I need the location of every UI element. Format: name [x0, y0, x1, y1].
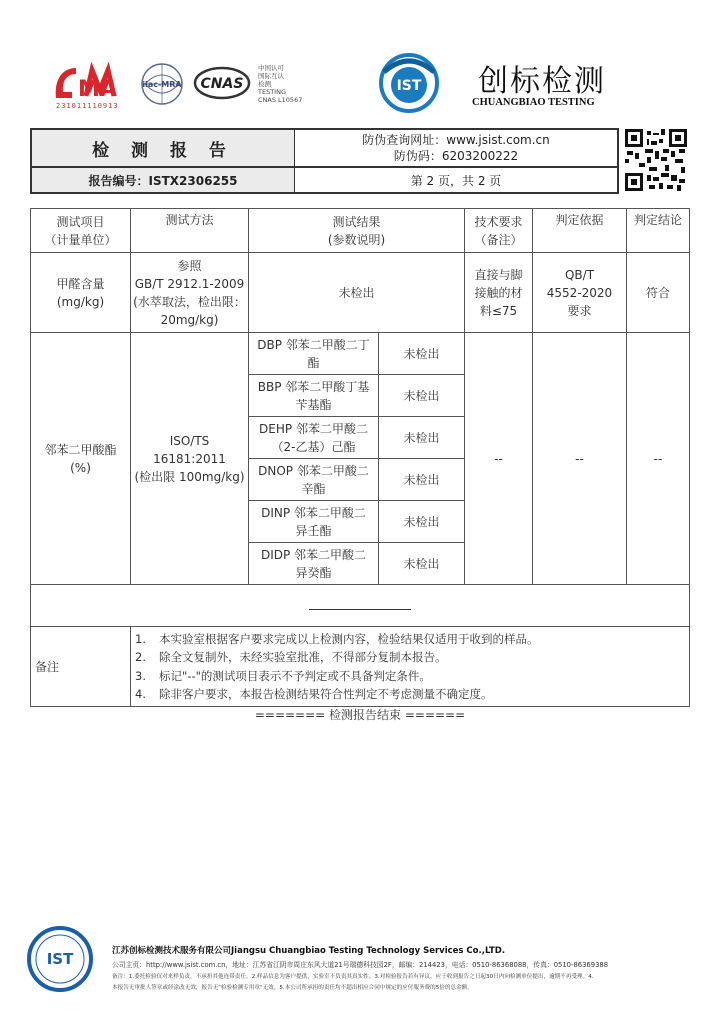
brand-name-cn: 创标检测: [478, 64, 606, 99]
remark-item: 4. 除非客户要求，本报告检测结果符合性判定不考虑测量不确定度。: [135, 687, 493, 701]
phthalate-requirement: --: [465, 333, 533, 585]
formaldehyde-requirement: 直接与脚 接触的材 料≤75: [465, 253, 533, 333]
phthalate-sub-result: 未检出: [379, 375, 465, 417]
phthalate-sub-result: 未检出: [379, 459, 465, 501]
header-conclusion: 判定结论: [627, 209, 690, 253]
cma-text: MA: [78, 77, 117, 102]
report-header: [30, 128, 619, 194]
phthalate-method: ISO/TS 16181:2011 (检出限 100mg/kg): [131, 333, 249, 585]
table-header-row: [31, 209, 690, 253]
phthalate-sub-item: BBP 邻苯二甲酸丁基 苄基酯: [249, 375, 379, 417]
formaldehyde-item: 甲醛含量 (mg/kg): [31, 253, 131, 333]
phthalate-sub-result: 未检出: [379, 417, 465, 459]
remark-item: 3. 标记"--"的测试项目表示不予判定或不具备判定条件。: [135, 668, 431, 683]
separator-line: [309, 609, 411, 610]
ilac-text: ilac-MRA: [142, 80, 182, 89]
qr-code[interactable]: [625, 129, 687, 191]
ist-logo-text: IST: [396, 78, 422, 94]
ilac-mra-logo: [137, 62, 187, 106]
anti-fake-info: [295, 130, 617, 168]
anti-fake-code: 防伪码：6203200222: [393, 149, 519, 163]
cma-logo: [52, 62, 130, 102]
footer-ist-text: IST: [46, 950, 74, 968]
phthalate-sub-item: DNOP 邻苯二甲酸二 辛酯: [249, 459, 379, 501]
phthalate-basis: --: [533, 333, 627, 585]
header-basis: 判定依据: [533, 209, 627, 253]
formaldehyde-basis: QB/T 4552-2020 要求: [533, 253, 627, 333]
footer-note-line2: 本报告无审批人签章或经涂改无效，报告无"检验检测专用章"无效。5.本公司所承担的责任均不超出相应合同中规定的应付服务费的5倍的总金额。: [112, 985, 473, 991]
ist-logo: [378, 52, 440, 114]
table-row: [31, 253, 690, 333]
anti-fake-url: 防伪查询网址：www.jsist.com.cn: [362, 133, 550, 147]
table-row: [31, 333, 690, 375]
report-number: 报告编号：ISTX2306255: [32, 168, 295, 192]
phthalate-sub-item: DINP 邻苯二甲酸二 异壬酯: [249, 501, 379, 543]
cma-number: 231011110913: [56, 102, 119, 110]
report-title: 检 测 报 告: [32, 130, 295, 168]
footer-ist-logo: [26, 925, 94, 993]
phthalate-conclusion: --: [627, 333, 690, 585]
blank-separator-cell: [31, 585, 690, 627]
header-item: 测试项目 （计量单位）: [31, 209, 131, 253]
results-table: [30, 208, 690, 707]
brand-name-en: CHUANGBIAO TESTING: [472, 97, 595, 108]
remarks-label: 备注: [31, 627, 131, 707]
cnas-text: CNAS: [200, 76, 244, 92]
cnas-accreditation-text: 中国认可 国际互认 检测 TESTING CNAS L10567: [258, 64, 303, 104]
phthalate-sub-item: DIDP 邻苯二甲酸二 异癸酯: [249, 543, 379, 585]
footer-address: 公司主页：http://www.jsist.com.cn，地址：江苏省江阴市周庄东风大道21号瑞德科技园2F，邮编：214423，电话：0510-86368088，传真：0510-86369388: [112, 961, 609, 969]
phthalate-sub-item: DEHP 邻苯二甲酸二 （2-乙基）己酯: [249, 417, 379, 459]
phthalate-sub-result: 未检出: [379, 501, 465, 543]
report-end-marker: ======= 检测报告结束 ======: [254, 708, 466, 722]
phthalate-sub-result: 未检出: [379, 543, 465, 585]
header-requirement: 技术要求 （备注）: [465, 209, 533, 253]
footer-company: 江苏创标检测技术服务有限公司Jiangsu Chuangbiao Testing Technology Services Co.,LTD.: [112, 946, 506, 956]
blank-row: [31, 585, 690, 627]
remarks-row: [31, 627, 690, 707]
footer-note-line1: 备注：1.委托检验仅对来样负责，不承担其他连带责任。2.样品信息为客户提供，实验室不负责其真实性。3.对检验报告若有异议，应于收到报告之日起30日内向检测单位提出，逾期不再受理。4.: [112, 974, 594, 980]
formaldehyde-method: 参照 GB/T 2912.1-2009 (水萃取法，检出限： 20mg/kg): [131, 253, 249, 333]
formaldehyde-result: 未检出: [249, 253, 465, 333]
formaldehyde-conclusion: 符合: [627, 253, 690, 333]
page-info: 第 2 页，共 2 页: [410, 173, 502, 188]
remark-item: 2. 除全文复制外，未经实验室批准，不得部分复制本报告。: [135, 650, 447, 664]
header-result: 测试结果 (参数说明): [249, 209, 465, 253]
remarks-content: [131, 627, 690, 707]
remark-item: 1. 本实验室根据客户要求完成以上检测内容，检验结果仅适用于收到的样品。: [135, 631, 539, 646]
phthalate-sub-result: 未检出: [379, 333, 465, 375]
cnas-logo: [193, 66, 251, 100]
phthalate-item: 邻苯二甲酸酯 (%): [31, 333, 131, 585]
header-method: 测试方法: [131, 209, 249, 253]
phthalate-sub-item: DBP 邻苯二甲酸二丁 酯: [249, 333, 379, 375]
